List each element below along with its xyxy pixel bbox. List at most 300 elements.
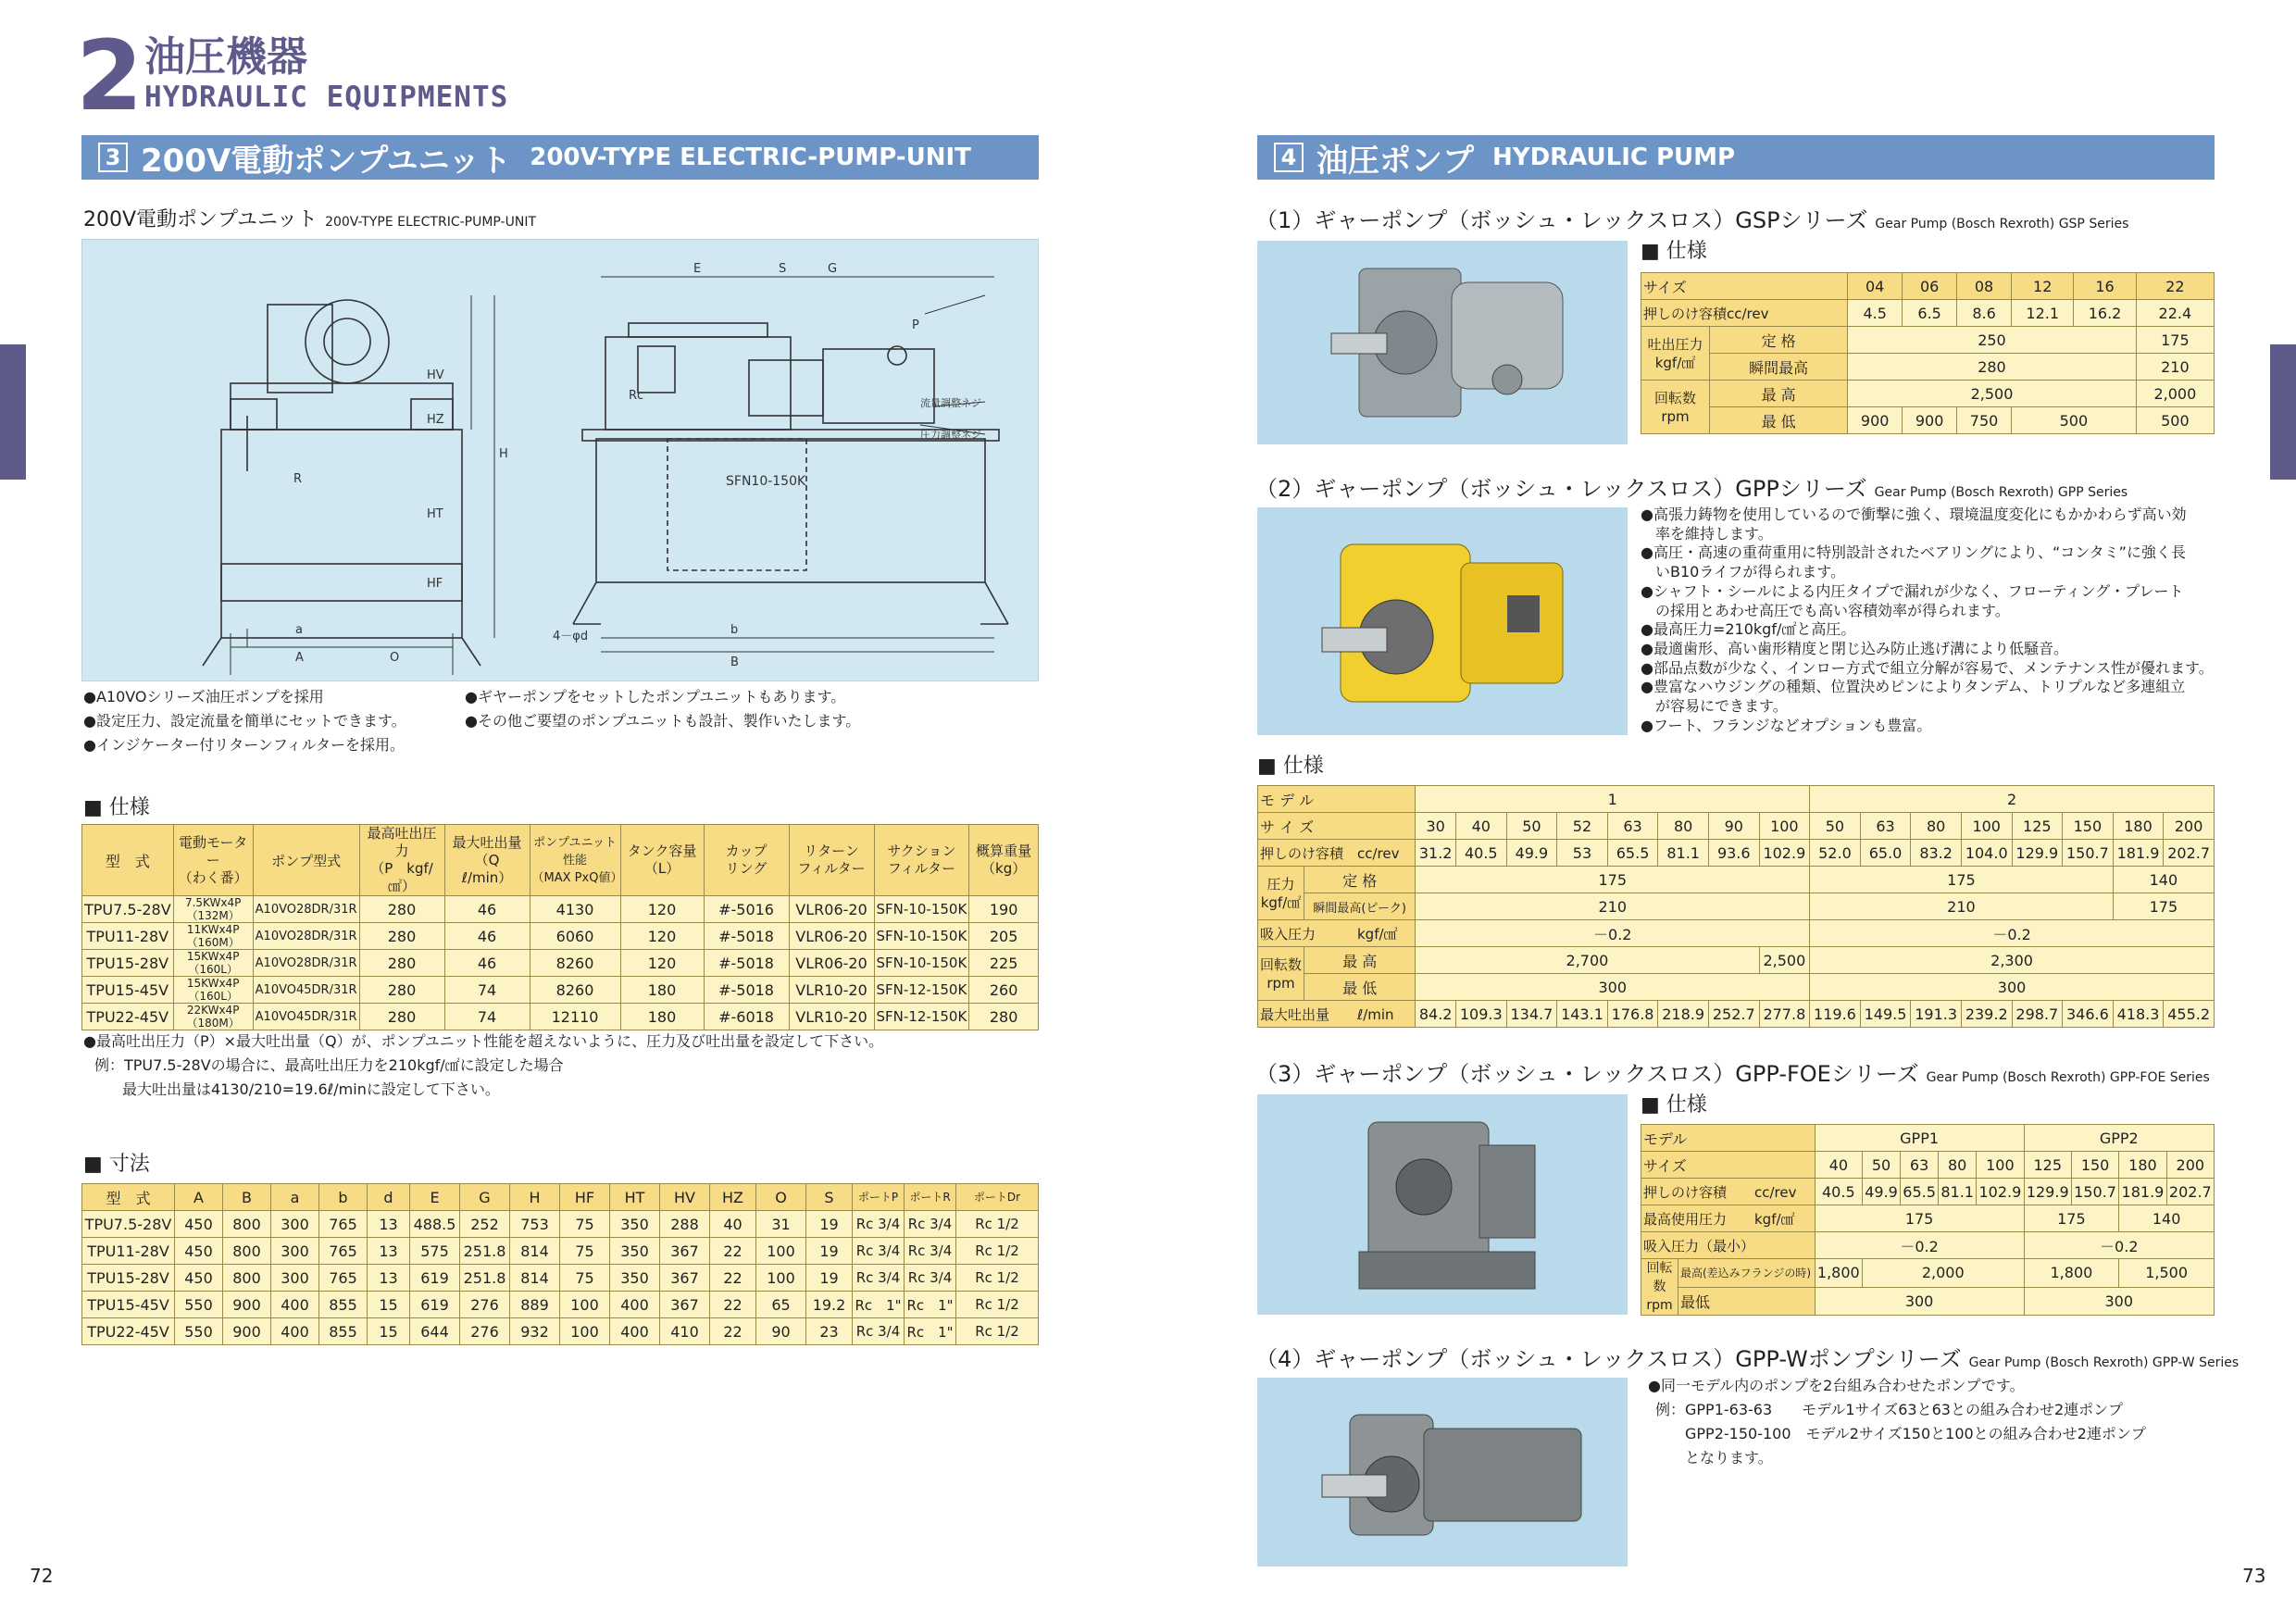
cell: 15KWx4P （160L） [173,977,253,1004]
motor-side-view [306,300,389,383]
description-line: となります。 [1655,1449,1773,1467]
cell: 280 [359,1004,444,1030]
cell: 65.5 [1901,1179,1939,1205]
cell: 814 [510,1238,560,1265]
cell: 367 [660,1265,710,1292]
cell: 120 [620,950,704,977]
section-4-title-jp: 油圧ポンプ [1316,142,1474,180]
cell: 19 [806,1265,853,1292]
cell: 2,500 [1848,381,2137,407]
cell: Rc 1/2 [956,1265,1039,1292]
row-label: 回転数 rpm [1641,1259,1678,1316]
cell: #-5018 [704,923,789,950]
cell: Rc 1/2 [956,1292,1039,1318]
cell: SFN-12-150K [874,1004,969,1030]
unit-subtitle-en: 200V-TYPE ELECTRIC-PUMP-UNIT [325,215,537,230]
cell: 65 [756,1292,806,1318]
cell: 251.8 [460,1238,510,1265]
cell: 300 [1416,974,1810,1001]
cell: Rc 3/4 [905,1238,956,1265]
cell: 109.3 [1455,1001,1506,1028]
cell: 181.9 [2113,840,2164,867]
cell: 2,000 [2136,381,2214,407]
section-3-title-en: 200V-TYPE ELECTRIC-PUMP-UNIT [530,144,971,171]
cell: 367 [660,1238,710,1265]
col-header: S [806,1184,853,1211]
cell: 129.9 [2012,840,2063,867]
gpp-w-pump-illustration [1257,1378,1628,1567]
cell: 22 [2136,273,2214,300]
cell: －0.2 [1815,1232,2024,1259]
cell: 8.6 [1957,300,2012,327]
col-header: HT [610,1184,660,1211]
unit-features-left [83,685,406,757]
table-row [1258,786,2215,813]
dim-label-rc: Rc [629,389,644,403]
cell: 31.2 [1416,840,1456,867]
cell: GPP2 [2024,1125,2214,1152]
table-row [1641,1287,2215,1316]
cell: 46 [444,923,530,950]
dim-label-E: E [693,262,702,276]
feature-item: ●A10VOシリーズ油圧ポンプを採用 [83,688,324,705]
cell: 12110 [530,1004,620,1030]
tank-front-view [596,439,985,582]
row-label: 最 低 [1304,974,1416,1001]
cell: 855 [319,1318,368,1345]
cell: 140 [2119,1205,2215,1232]
gpp-features [1641,506,2214,735]
row-label: 最 低 [1710,407,1848,434]
row-label: モ デ ル [1258,786,1416,813]
col-header: A [175,1184,223,1211]
cell: 46 [444,950,530,977]
cell: Rc 1" [853,1292,905,1318]
cell: 200 [2164,813,2215,840]
feature-item: ●最高圧力=210kgf/㎠と高圧。 [1641,620,1856,639]
cell: 23 [806,1318,853,1345]
cell: 6060 [530,923,620,950]
col-header: 型 式 [82,1184,175,1211]
cell: 40 [1455,813,1506,840]
cell: GPP1 [1815,1125,2024,1152]
gpp-w-title-jp: （4）ギャーポンプ（ボッシュ・レックスロス）GPP-Wポンプシリーズ [1255,1346,1962,1372]
cell: TPU22-45V [82,1318,175,1345]
cell: 400 [610,1292,660,1318]
cell: Rc 1/2 [956,1211,1039,1238]
cell: 15KWx4P （160L） [173,950,253,977]
pressure-screw-label: 圧力調整ネジ [920,429,981,441]
chapter-title-en: HYDRAULIC EQUIPMENTS [144,81,509,114]
cell: 175 [2113,893,2214,920]
cell: 80 [1658,813,1709,840]
table-row [82,1265,1039,1292]
cell: 280 [359,896,444,923]
cell: 276 [460,1318,510,1345]
gpp-foe-title-en: Gear Pump (Bosch Rexroth) GPP-FOE Series [1926,1070,2210,1085]
cell: 4130 [530,896,620,923]
dim-label-R: R [293,472,303,486]
chapter-title-jp: 油圧機器 [144,33,307,81]
cell: 19.2 [806,1292,853,1318]
cell: 140 [2113,867,2214,893]
cell: #-6018 [704,1004,789,1030]
section-4-header [1257,135,2215,180]
col-header: HF [560,1184,610,1211]
cell: 100 [756,1238,806,1265]
feature-item: ●その他ご要望のポンプユニットも設計、製作いたします。 [465,712,861,730]
cell: 280 [359,950,444,977]
row-label: 最 高 [1710,381,1848,407]
cell: Rc 1" [905,1292,956,1318]
cell: 80 [1939,1152,1977,1179]
col-header: ポートP [853,1184,905,1211]
row-label: サイズ [1641,273,1848,300]
cell: 2,700 [1416,947,1759,974]
cell: 50 [1506,813,1557,840]
row-label: 瞬間最高(ピーク) [1304,893,1416,920]
row-label: 押しのけ容積 cc/rev [1258,840,1416,867]
cell: 450 [175,1265,223,1292]
cell: 8260 [530,977,620,1004]
gpp-foe-pump-photo [1257,1094,1628,1315]
cell: 260 [969,977,1039,1004]
filter-label: SFN10-150K [726,474,806,489]
feature-item: ●インジケーター付リターンフィルターを採用。 [83,736,406,754]
cell: TPU15-28V [82,950,174,977]
cell: 125 [2012,813,2063,840]
cell: 53 [1557,840,1608,867]
unit-features-right [465,685,860,733]
cell: 83.2 [1911,840,1962,867]
cell: VLR10-20 [789,1004,874,1030]
cell: 900 [223,1292,271,1318]
table-row [1258,947,2215,974]
cell: #-5016 [704,896,789,923]
cell: 176.8 [1607,1001,1658,1028]
cell: 15 [368,1318,410,1345]
cell: 12 [2012,273,2074,300]
cell: 40 [710,1211,756,1238]
table-row [1641,1205,2215,1232]
cell: TPU15-28V [82,1265,175,1292]
cell: 84.2 [1416,1001,1456,1028]
cell: 288 [660,1211,710,1238]
unit-drawing-svg [82,240,1040,682]
row-label: 吐出圧力 kgf/㎠ [1641,327,1710,381]
feature-item: いB10ライフが得られます。 [1641,563,1846,581]
cell: 550 [175,1318,223,1345]
dim-label-B: B [730,655,739,669]
cell: 31 [756,1211,806,1238]
cell: 2,300 [1810,947,2215,974]
feature-item: ●高圧・高速の重荷重用に特別設計されたベアリングにより、“コンタミ”に強く長 [1641,543,2186,562]
cell: Rc 3/4 [905,1211,956,1238]
gsp-spec-table [1641,272,2215,434]
col-header: 概算重量 （kg） [969,825,1039,896]
dim-label-H: H [499,447,508,461]
cell: TPU22-45V [82,1004,174,1030]
feature-item: ●フート、フランジなどオプションも豊富。 [1641,716,1932,734]
cell: 1,800 [2024,1259,2119,1288]
cell: 50 [1863,1152,1901,1179]
row-label: 回転数 rpm [1258,947,1304,1001]
page-number-left: 72 [30,1565,54,1587]
col-header: カップ リング [704,825,789,896]
row-label: 最大吐出量 ℓ/min [1258,1001,1416,1028]
feature-item: が容易にできます。 [1641,697,1788,716]
cell: A10VO28DR/31R [253,896,359,923]
cell: 190 [969,896,1039,923]
table-row [82,977,1039,1004]
cell: 150 [2063,813,2114,840]
cell: 150.7 [2071,1179,2118,1205]
cell: 120 [620,896,704,923]
cell: 80 [1911,813,1962,840]
dim-label-a: a [295,623,303,637]
feature-item: ●シャフト・シールによる内圧タイプで漏れが少なく、フローティング・プレート [1641,581,2184,600]
cell: 04 [1848,273,1903,300]
chapter-number: 2 [76,19,144,132]
row-label: サ イ ズ [1258,813,1416,840]
cell: 218.9 [1658,1001,1709,1028]
table-row [1258,920,2215,947]
cell: 08 [1957,273,2012,300]
table-row [1641,354,2215,381]
cell: 280 [359,923,444,950]
cell: 52 [1557,813,1608,840]
row-label: 最高使用圧力 kgf/㎠ [1641,1205,1816,1232]
gpp-spec-heading: ■ 仕様 [1257,755,1324,778]
col-header: G [460,1184,510,1211]
cell: 13 [368,1211,410,1238]
cell: 276 [460,1292,510,1318]
cell: 22 [710,1318,756,1345]
cell: 750 [1957,407,2012,434]
table-row [82,923,1039,950]
cell: VLR06-20 [789,896,874,923]
dimension-table [81,1183,1039,1345]
row-label: 最高(差込みフランジの時) [1678,1259,1816,1288]
cell: 280 [1848,354,2137,381]
cell: 300 [1810,974,2215,1001]
table-row [1641,1125,2215,1152]
cell: 500 [2136,407,2214,434]
feature-item: ●最適歯形、高い歯形精度と閉じ込み防止逃げ溝により低騒音。 [1641,639,2068,657]
gpp-foe-spec-heading: ■ 仕様 [1641,1093,1707,1117]
cell: 200 [2166,1152,2214,1179]
col-header: サクション フィルター [874,825,969,896]
gsp-pump-illustration [1257,241,1628,444]
cell: －0.2 [1810,920,2215,947]
dim-label-HV: HV [427,368,444,382]
cell: 1,800 [1815,1259,1862,1288]
cell: 619 [410,1265,460,1292]
cell: 16.2 [2074,300,2136,327]
cell: 143.1 [1557,1001,1608,1028]
cell: 800 [223,1238,271,1265]
dim-label-A: A [295,651,304,665]
gsp-title-en: Gear Pump (Bosch Rexroth) GSP Series [1875,217,2129,231]
row-label: モデル [1641,1125,1816,1152]
gsp-pump-photo [1257,241,1628,444]
row-label: 最 高 [1304,947,1416,974]
col-header: HV [660,1184,710,1211]
cell: 455.2 [2164,1001,2215,1028]
cell: 400 [610,1318,660,1345]
cell: TPU11-28V [82,1238,175,1265]
col-header: B [223,1184,271,1211]
cell: 75 [560,1265,610,1292]
cell: 251.8 [460,1265,510,1292]
cell: 175 [1815,1205,2024,1232]
cell: Rc 1/2 [956,1238,1039,1265]
gsp-spec-heading: ■ 仕様 [1641,240,1707,263]
table-header-row [82,1184,1039,1211]
table-row [1641,273,2215,300]
cell: 93.6 [1708,840,1759,867]
cell: 63 [1860,813,1911,840]
cell: 367 [660,1292,710,1318]
cell: Rc 1" [905,1318,956,1345]
row-label: 吸入圧力（最小） [1641,1232,1816,1259]
cell: 2 [1810,786,2215,813]
feature-item: ●ギヤーポンプをセットしたポンプユニットもあります。 [465,688,846,705]
cell: 22 [710,1238,756,1265]
table-row [1258,840,2215,867]
left-edge-tab [0,344,26,480]
cell: TPU15-45V [82,977,174,1004]
cell: SFN-12-150K [874,977,969,1004]
cell: TPU15-45V [82,1292,175,1318]
cell: 900 [223,1318,271,1345]
cell: 900 [1903,407,1957,434]
table-row [82,950,1039,977]
dim-label-HT: HT [427,507,443,521]
cell: VLR06-20 [789,950,874,977]
dim-label-HF: HF [427,577,443,591]
unit-spec-table [81,824,1039,1030]
table-row [1641,1152,2215,1179]
cell: 500 [2012,407,2137,434]
gpp-foe-pump-illustration [1257,1094,1628,1315]
cell: 932 [510,1318,560,1345]
cell: 22 [710,1265,756,1292]
col-header: O [756,1184,806,1211]
section-3-number: 3 [98,143,128,172]
cell: 134.7 [1506,1001,1557,1028]
cell: 180 [620,977,704,1004]
cell: 2,000 [1863,1259,2025,1288]
cell: 180 [620,1004,704,1030]
cell: 280 [969,1004,1039,1030]
cell: 90 [1708,813,1759,840]
dim-label-d: 4－φd [553,630,589,643]
note-line: 最大吐出量は4130/210=19.6ℓ/minに設定して下さい。 [122,1080,500,1098]
row-label: 吸入圧力 kgf/㎠ [1258,920,1416,947]
cell: 22KWx4P （180M） [173,1004,253,1030]
cell: 300 [271,1238,319,1265]
row-label: 押しのけ容積 cc/rev [1641,1179,1816,1205]
cell: 889 [510,1292,560,1318]
cell: 100 [1977,1152,2024,1179]
gpp-pump-illustration [1257,507,1628,735]
row-label: 圧力 kgf/㎠ [1258,867,1304,920]
cell: 129.9 [2024,1179,2071,1205]
cell: 280 [359,977,444,1004]
dim-heading: ■ 寸法 [83,1153,150,1176]
table-row [1641,407,2215,434]
col-header: リターン フィルター [789,825,874,896]
gpp-foe-title [1255,1055,2210,1088]
table-row [82,1292,1039,1318]
col-header: ポートR [905,1184,956,1211]
col-header: HZ [710,1184,756,1211]
cell: 300 [271,1211,319,1238]
feature-item: 率を維持します。 [1641,524,1773,543]
cell: 8260 [530,950,620,977]
dim-label-HZ: HZ [427,413,444,427]
feature-item: ●部品点数が少なく、インロー方式で組立分解が容易で、メンテナンス性が優れます。 [1641,658,2214,677]
dim-label-P: P [912,318,919,332]
cell: 50 [1810,813,1861,840]
cell: TPU7.5-28V [82,1211,175,1238]
table-row [1641,381,2215,407]
cell: #-5018 [704,977,789,1004]
cell: 346.6 [2063,1001,2114,1028]
cell: 619 [410,1292,460,1318]
cell: 252.7 [1708,1001,1759,1028]
row-label: 定 格 [1304,867,1416,893]
cell: 765 [319,1238,368,1265]
cell: 150 [2071,1152,2118,1179]
gpp-w-title [1255,1341,2239,1373]
cell: 277.8 [1759,1001,1810,1028]
gpp-foe-title-jp: （3）ギャーポンプ（ボッシュ・レックスロス）GPP-FOEシリーズ [1255,1061,1919,1087]
cell: 06 [1903,273,1957,300]
cell: 418.3 [2113,1001,2164,1028]
gpp-pump-photo [1257,507,1628,735]
cell: #-5018 [704,950,789,977]
cell: 16 [2074,273,2136,300]
row-label: 回転数 rpm [1641,381,1710,434]
cell: 400 [271,1318,319,1345]
cell: －0.2 [1416,920,1810,947]
cell: 63 [1901,1152,1939,1179]
cell: 65.5 [1607,840,1658,867]
cell: 300 [2024,1287,2214,1316]
row-label: 押しのけ容積cc/rev [1641,300,1848,327]
table-row [1258,813,2215,840]
cell: 40.5 [1815,1179,1862,1205]
cell: 100 [560,1318,610,1345]
gsp-title-jp: （1）ギャーポンプ（ボッシュ・レックスロス）GSPシリーズ [1255,207,1868,233]
table-row [1258,893,2215,920]
cell: 7.5KWx4P （132M） [173,896,253,923]
cell: 2,500 [1759,947,1810,974]
cell: 814 [510,1265,560,1292]
col-header: 電動モーター （わく番） [173,825,253,896]
cell: 181.9 [2119,1179,2166,1205]
cell: 13 [368,1238,410,1265]
row-label: 定 格 [1710,327,1848,354]
cell: 19 [806,1238,853,1265]
cell: 65.0 [1860,840,1911,867]
table-row [1258,974,2215,1001]
cell: 119.6 [1810,1001,1861,1028]
gpp-title [1255,470,2128,503]
table-row [82,896,1039,923]
